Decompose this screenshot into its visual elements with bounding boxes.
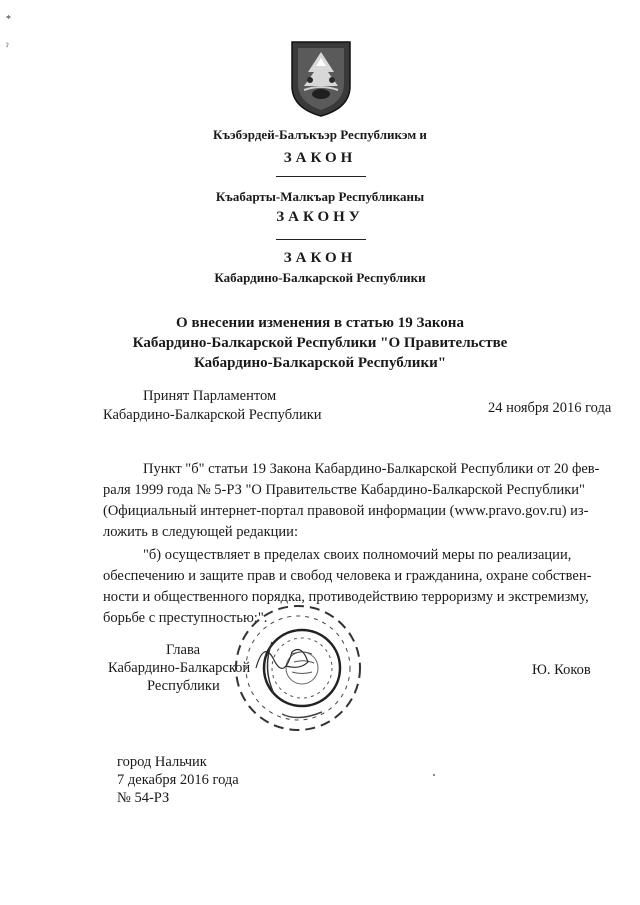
paragraph-2-line-2: обеспечению и защите прав и свобод человека и гражданина, охране собствен- <box>103 568 592 584</box>
handwritten-signature <box>250 630 320 680</box>
signatory-name: Ю. Коков <box>532 662 591 678</box>
adoption-line-2: Кабардино-Балкарской Республики <box>103 407 322 423</box>
adoption-date: 24 ноября 2016 года <box>488 400 612 416</box>
margin-mark-top: * <box>6 14 11 25</box>
paragraph-1-line-3: (Официальный интернет-портал правовой информации (www.pravo.gov.ru) из- <box>103 503 589 519</box>
header-divider-1 <box>276 176 366 177</box>
paragraph-1-line-1: Пункт "б" статьи 19 Закона Кабардино-Балкарской Республики от 20 фев- <box>143 461 600 477</box>
doc-title-line-1: О внесении изменения в статью 19 Закона <box>176 315 464 331</box>
header-russian-law: ЗАКОН <box>283 250 357 266</box>
paragraph-2-line-1: "б) осуществляет в пределах своих полномочий меры по реализации, <box>143 547 572 563</box>
footer-date: 7 декабря 2016 года <box>117 772 239 788</box>
header-kabardian-law: ЗАКОН <box>283 150 357 166</box>
paragraph-2-line-4: борьбе с преступностью;". <box>103 610 268 626</box>
paragraph-1-line-2: раля 1999 года № 5-РЗ "О Правительстве Кабардино-Балкарской Республики" <box>103 482 585 498</box>
doc-title-line-2: Кабардино-Балкарской Республики "О Правительстве <box>132 335 508 351</box>
margin-mark-second: ˀ <box>6 42 9 53</box>
footer-law-number: № 54-РЗ <box>117 790 170 806</box>
header-divider-2 <box>276 239 366 240</box>
header-kabardian-title: Къэбэрдей-Балъкъэр Республикэм и <box>213 127 427 142</box>
header-balkar-title: Къабарты-Малкъар Республиканы <box>215 189 425 204</box>
signature-title-line-1: Глава <box>166 642 201 658</box>
signature-title-line-2: Кабардино-Балкарской <box>108 660 251 676</box>
footer-city: город Нальчик <box>117 754 207 770</box>
header-balkar-law: ЗАКОНУ <box>276 209 364 225</box>
doc-title-line-3: Кабардино-Балкарской Республики" <box>193 355 447 371</box>
speck-dot <box>433 774 435 776</box>
paragraph-1-line-4: ложить в следующей редакции: <box>103 524 298 540</box>
coat-of-arms-emblem <box>290 40 352 118</box>
paragraph-2-line-3: ности и общественного порядка, противодействию терроризму и экстремизму, <box>103 589 589 605</box>
adoption-line-1: Принят Парламентом <box>143 388 277 404</box>
signature-title-line-3: Республики <box>147 678 220 694</box>
header-russian-title: Кабардино-Балкарской Республики <box>214 270 426 285</box>
